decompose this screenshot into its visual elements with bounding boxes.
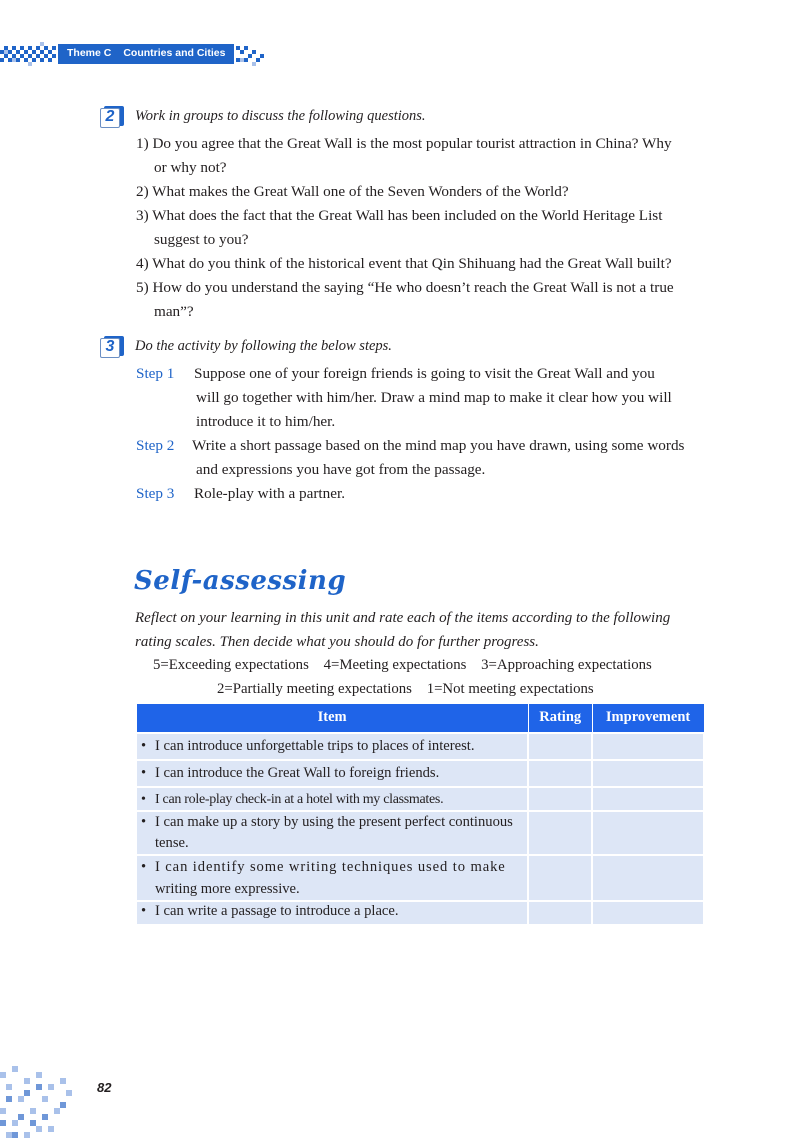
- bullet: •: [141, 902, 147, 919]
- rating-cell[interactable]: [528, 811, 592, 855]
- item-cell: [136, 901, 528, 925]
- rating-cell[interactable]: [528, 901, 592, 925]
- page-number: 82: [97, 1080, 112, 1095]
- table-row: [136, 901, 704, 925]
- step-1-line-2: will go together with him/her. Draw a mind map to make it clear how you will: [196, 389, 672, 406]
- item-cell: [136, 811, 528, 855]
- item-text: I can introduce the Great Wall to foreign friends.: [155, 764, 440, 781]
- step-1-label: Step 1: [136, 365, 175, 382]
- item-cell: [136, 855, 528, 901]
- step-1-line-3: introduce it to him/her.: [196, 413, 336, 430]
- self-assessing-title: Self-assessing: [134, 566, 347, 596]
- item-text: I can role-play check-in at a hotel with my classmates.: [155, 791, 444, 807]
- improvement-cell[interactable]: [592, 733, 704, 760]
- item-cell: [136, 733, 528, 760]
- rating-cell[interactable]: [528, 787, 592, 811]
- header-item: Item: [136, 704, 528, 733]
- header-improvement: Improvement: [592, 704, 704, 733]
- table-row: [136, 733, 704, 760]
- bullet: •: [141, 813, 147, 830]
- question-4: 4) What do you think of the historical event that Qin Shihuang had the Great Wall built?: [136, 255, 672, 272]
- question-2: 2) What makes the Great Wall one of the Seven Wonders of the World?: [136, 183, 569, 200]
- table-row: [136, 787, 704, 811]
- self-assessing-intro-line-2: rating scales. Then decide what you should do for further progress.: [135, 634, 539, 650]
- improvement-cell[interactable]: [592, 787, 704, 811]
- header-theme: Theme C: [67, 47, 112, 59]
- header-label: [67, 47, 225, 59]
- item-text-line-2: tense.: [155, 834, 189, 851]
- item-text-line-1: I can identify some writing techniques used to make: [155, 858, 506, 875]
- improvement-cell[interactable]: [592, 760, 704, 787]
- table-header-row: [136, 704, 704, 733]
- item-cell: [136, 760, 528, 787]
- step-2-line-1: Write a short passage based on the mind map you have drawn, using some words: [192, 437, 685, 454]
- improvement-cell[interactable]: [592, 811, 704, 855]
- step-3-label: Step 3: [136, 485, 175, 502]
- item-text-line-2: writing more expressive.: [155, 880, 300, 897]
- rating-scale-line-1: 5=Exceeding expectations 4=Meeting expectations 3=Approaching expectations: [153, 657, 652, 673]
- task-2-number: 2: [105, 108, 115, 125]
- rating-cell[interactable]: [528, 733, 592, 760]
- task-2-instruction: Work in groups to discuss the following questions.: [135, 108, 426, 124]
- bullet: •: [141, 791, 146, 807]
- question-1-line-2: or why not?: [154, 159, 227, 176]
- task-3-number: 3: [105, 338, 115, 355]
- task-3-badge: [100, 336, 124, 358]
- improvement-cell[interactable]: [592, 901, 704, 925]
- rating-scale-line-2: 2=Partially meeting expectations 1=Not meeting expectations: [217, 681, 594, 697]
- header-rating: Rating: [528, 704, 592, 733]
- table-row: [136, 811, 704, 855]
- footer-pixel-decoration: [0, 1066, 96, 1138]
- task-2-badge: [100, 106, 124, 128]
- bullet: •: [141, 764, 147, 781]
- header-title: Countries and Cities: [123, 47, 226, 59]
- improvement-cell[interactable]: [592, 855, 704, 901]
- question-3-line-1: 3) What does the fact that the Great Wall has been included on the World Heritage List: [136, 207, 663, 224]
- item-text: I can write a passage to introduce a place.: [155, 902, 399, 919]
- question-3-line-2: suggest to you?: [154, 231, 249, 248]
- step-2-label: Step 2: [136, 437, 175, 454]
- table-row: [136, 760, 704, 787]
- item-text-line-1: I can make up a story by using the present perfect continuous: [155, 813, 513, 830]
- task-3-instruction: Do the activity by following the below steps.: [135, 338, 392, 354]
- rating-cell[interactable]: [528, 855, 592, 901]
- rating-cell[interactable]: [528, 760, 592, 787]
- table-row: [136, 855, 704, 901]
- bullet: •: [141, 737, 147, 754]
- item-cell: [136, 787, 528, 811]
- step-1-line-1: Suppose one of your foreign friends is going to visit the Great Wall and you: [194, 365, 655, 382]
- question-5-line-2: man”?: [154, 303, 194, 320]
- step-2-line-2: and expressions you have got from the passage.: [196, 461, 486, 478]
- self-assessment-table: [135, 703, 705, 926]
- item-text: I can introduce unforgettable trips to places of interest.: [155, 737, 475, 754]
- question-5-line-1: 5) How do you understand the saying “He who doesn’t reach the Great Wall is not a true: [136, 279, 674, 296]
- question-1-line-1: 1) Do you agree that the Great Wall is the most popular tourist attraction in China? Why: [136, 135, 672, 152]
- step-3-line-1: Role-play with a partner.: [194, 485, 345, 502]
- self-assessing-intro-line-1: Reflect on your learning in this unit and rate each of the items according to the following: [135, 610, 671, 626]
- bullet: •: [141, 858, 148, 875]
